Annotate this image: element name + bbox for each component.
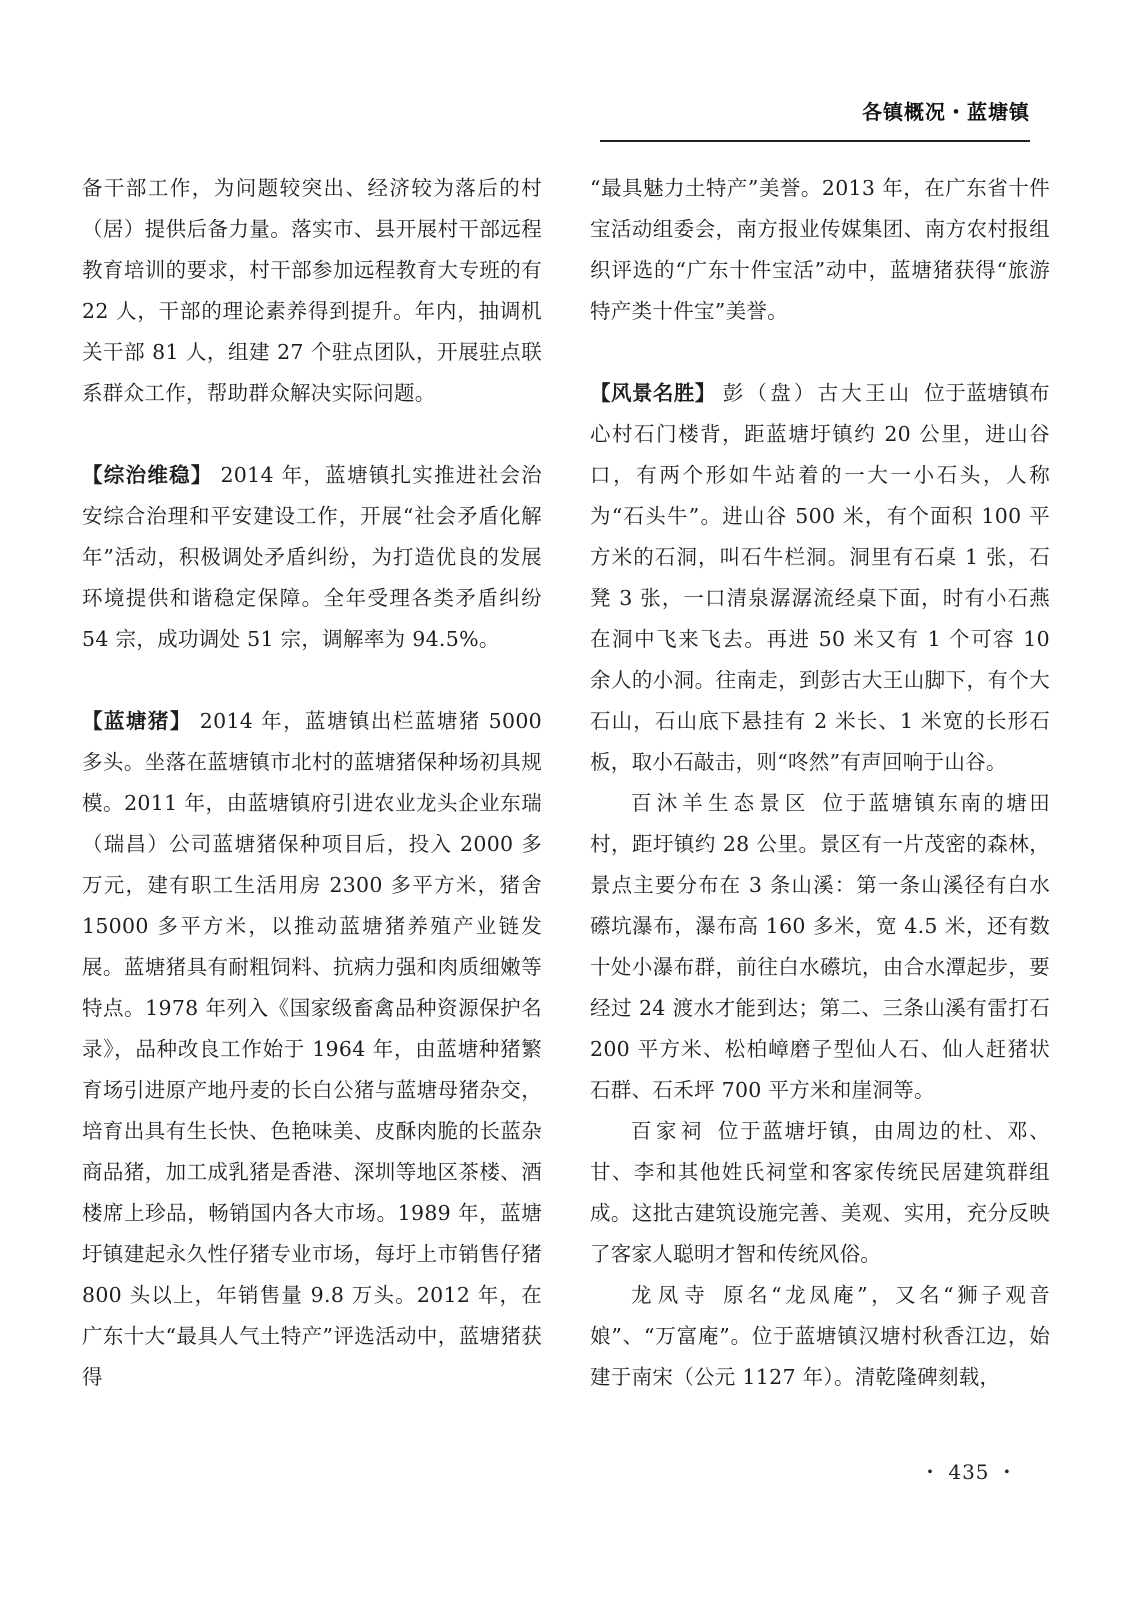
section-tag-social-stability: 【综治维稳】 (82, 463, 213, 487)
section-tag-lantang-pig: 【蓝塘猪】 (82, 709, 192, 733)
subheading-pangu-mountain: 彭（盘）古大王山 (722, 381, 913, 405)
section-tag-scenic-spots: 【风景名胜】 (590, 381, 716, 405)
paragraph-scenic-spots (590, 373, 1050, 783)
running-header: 各镇概况・蓝塘镇 (862, 100, 1030, 124)
paragraph-longfeng-temple (590, 1275, 1050, 1398)
paragraph-pig-honors: “最具魅力土特产”美誉。2013 年，在广东省十件宝活动组委会，南方报业传媒集团、南方农村报组织评选的“广东十件宝活”动中，蓝塘猪获得“旅游特产类十件宝”美誉。 (590, 176, 1050, 323)
paragraph-lantang-pig (82, 701, 542, 1398)
subheading-longfeng-temple: 龙凤寺 (631, 1283, 712, 1307)
right-column (590, 168, 1050, 1398)
subheading-baimuyang: 百沐羊生态景区 (631, 791, 811, 815)
subheading-baijiaci: 百家祠 (631, 1119, 706, 1143)
left-column (82, 168, 542, 1398)
paragraph-body: 位于蓝塘镇东南的塘田村，距圩镇约 28 公里。景区有一片茂密的森林，景点主要分布在 3 条山溪：第一条山溪径有白水礤坑瀑布，瀑布高 160 多米，宽 4.5 米，还有数十处小瀑布群，前往白水礤坑，由合水潭起步，要经过 24 渡水才能到达；第二、三条山溪有雷打石 200 平方米、松柏嶂磨子型仙人石、仙人赶猪状石群、石禾坪 700 平方米和崖洞等。 (590, 791, 1050, 1102)
paragraph-cadre-work: 备干部工作，为问题较突出、经济较为落后的村（居）提供后备力量。落实市、县开展村干部远程教育培训的要求，村干部参加远程教育大专班的有 22 人，干部的理论素养得到提升。年内，抽调机关干部 81 人，组建 27 个驻点团队，开展驻点联系群众工作，帮助群众解决实际问题。 (82, 176, 542, 405)
header-rule (600, 140, 1030, 142)
page-number: ・ 435 ・ (920, 1460, 1018, 1484)
paragraph-body: 位于蓝塘镇布心村石门楼背，距蓝塘圩镇约 20 公里，进山谷口，有两个形如牛站着的一大一小石头，人称为“石头牛”。进山谷 500 米，有个面积 100 平方米的石洞，叫石牛栏洞。洞里有石桌 1 张，石凳 3 张，一口清泉潺潺流经桌下面，时有小石燕在洞中飞来飞去。再进 50 米又有 1 个可容 10 余人的小洞。往南走，到彭古大王山脚下，有个大石山，石山底下悬挂有 2 米长、1 米宽的长形石板，取小石敲击，则“咚然”有声回响于山谷。 (590, 381, 1050, 774)
paragraph-baimuyang (590, 783, 1050, 1111)
paragraph-baijiaci (590, 1111, 1050, 1275)
paragraph-body: 原名“龙凤庵”，又名“狮子观音娘”、“万富庵”。位于蓝塘镇汉塘村秋香江边，始建于南宋（公元 1127 年）。清乾隆碑刻载， (590, 1283, 1051, 1389)
paragraph-body: 2014 年，蓝塘镇出栏蓝塘猪 5000 多头。坐落在蓝塘镇市北村的蓝塘猪保种场初具规模。2011 年，由蓝塘镇府引进农业龙头企业东瑞（瑞昌）公司蓝塘猪保种项目后，投入 2000 多万元，建有职工生活用房 2300 多平方米，猪舍 15000 多平方米，以推动蓝塘猪养殖产业链发展。蓝塘猪具有耐粗饲料、抗病力强和肉质细嫩等特点。1978 年列入《国家级畜禽品种资源保护名录》，品种改良工作始于 1964 年，由蓝塘种猪繁育场引进原产地丹麦的长白公猪与蓝塘母猪杂交，培育出具有生长快、色艳味美、皮酥肉脆的长蓝杂商品猪，加工成乳猪是香港、深圳等地区茶楼、酒楼席上珍品，畅销国内各大市场。1989 年，蓝塘圩镇建起永久性仔猪专业市场，每圩上市销售仔猪 800 头以上，年销售量 9.8 万头。2012 年，在广东十大“最具人气土特产”评选活动中，蓝塘猪获得 (82, 709, 543, 1389)
paragraph-social-stability (82, 455, 542, 660)
paragraph-body: 2014 年，蓝塘镇扎实推进社会治安综合治理和平安建设工作，开展“社会矛盾化解年”活动，积极调处矛盾纠纷，为打造优良的发展环境提供和谐稳定保障。全年受理各类矛盾纠纷 54 宗，成功调处 51 宗，调解率为 94.5%。 (82, 463, 542, 651)
paragraph-body: 位于蓝塘圩镇，由周边的杜、邓、甘、李和其他姓氏祠堂和客家传统民居建筑群组成。这批古建筑设施完善、美观、实用，充分反映了客家人聪明才智和传统风俗。 (590, 1119, 1051, 1266)
